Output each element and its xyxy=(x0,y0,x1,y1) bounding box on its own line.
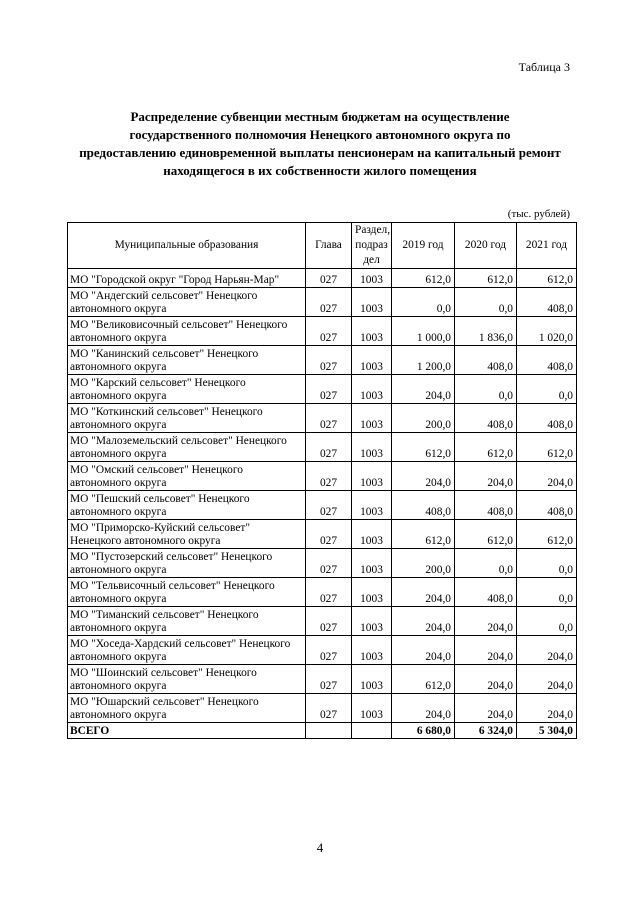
value-2021-cell: 612,0 xyxy=(517,433,577,462)
value-2019-cell: 0,0 xyxy=(392,288,455,317)
municipality-cell: МО "Карский сельсовет" Ненецкого автономного округа xyxy=(68,375,306,404)
section-cell: 1003 xyxy=(352,665,392,694)
header-2020: 2020 год xyxy=(455,223,517,269)
section-cell: 1003 xyxy=(352,404,392,433)
municipality-cell: МО "Коткинский сельсовет" Ненецкого автономного округа xyxy=(68,404,306,433)
subsidy-table xyxy=(67,222,577,739)
section-cell: 1003 xyxy=(352,269,392,288)
municipality-cell: МО "Омский сельсовет" Ненецкого автономного округа xyxy=(68,462,306,491)
value-2020-cell: 612,0 xyxy=(455,433,517,462)
total-2019-cell: 6 680,0 xyxy=(392,723,455,739)
value-2020-cell: 0,0 xyxy=(455,549,517,578)
table-row xyxy=(68,462,577,491)
value-2021-cell: 408,0 xyxy=(517,404,577,433)
municipality-cell: МО "Юшарский сельсовет" Ненецкого автономного округа xyxy=(68,694,306,723)
value-2021-cell: 204,0 xyxy=(517,694,577,723)
value-2019-cell: 612,0 xyxy=(392,269,455,288)
section-cell: 1003 xyxy=(352,549,392,578)
chapter-cell: 027 xyxy=(306,491,352,520)
chapter-cell: 027 xyxy=(306,694,352,723)
empty-cell xyxy=(352,723,392,739)
chapter-cell: 027 xyxy=(306,520,352,549)
value-2020-cell: 204,0 xyxy=(455,665,517,694)
table-row xyxy=(68,549,577,578)
header-municipality: Муниципальные образования xyxy=(68,223,306,269)
municipality-cell: МО "Канинский сельсовет" Ненецкого автономного округа xyxy=(68,346,306,375)
value-2019-cell: 200,0 xyxy=(392,549,455,578)
value-2020-cell: 408,0 xyxy=(455,346,517,375)
title-line: Распределение субвенции местным бюджетам на осуществление xyxy=(130,109,510,124)
header-chapter: Глава xyxy=(306,223,352,269)
table-row xyxy=(68,491,577,520)
chapter-cell: 027 xyxy=(306,665,352,694)
table-row xyxy=(68,317,577,346)
value-2020-cell: 612,0 xyxy=(455,269,517,288)
page-number: 4 xyxy=(316,840,324,855)
municipality-cell: МО "Тиманский сельсовет" Ненецкого автономного округа xyxy=(68,607,306,636)
chapter-cell: 027 xyxy=(306,607,352,636)
chapter-cell: 027 xyxy=(306,317,352,346)
municipality-cell: МО "Пешский сельсовет" Ненецкого автономного округа xyxy=(68,491,306,520)
header-2021: 2021 год xyxy=(517,223,577,269)
chapter-cell: 027 xyxy=(306,288,352,317)
chapter-cell: 027 xyxy=(306,578,352,607)
municipality-cell: МО "Тельвисочный сельсовет" Ненецкого автономного округа xyxy=(68,578,306,607)
municipality-cell: МО "Приморско-Куйский сельсовет" Ненецкого автономного округа xyxy=(68,520,306,549)
chapter-cell: 027 xyxy=(306,636,352,665)
title-line: находящегося в их собственности жилого помещения xyxy=(163,163,477,178)
table-row xyxy=(68,288,577,317)
value-2019-cell: 204,0 xyxy=(392,462,455,491)
title-line: государственного полномочия Ненецкого автономного округа по xyxy=(129,127,511,142)
table-row xyxy=(68,346,577,375)
section-cell: 1003 xyxy=(352,288,392,317)
municipality-cell: МО "Великовисочный сельсовет" Ненецкого автономного округа xyxy=(68,317,306,346)
chapter-cell: 027 xyxy=(306,462,352,491)
document-title xyxy=(60,108,580,180)
value-2019-cell: 1 000,0 xyxy=(392,317,455,346)
table-row xyxy=(68,607,577,636)
value-2019-cell: 612,0 xyxy=(392,665,455,694)
value-2021-cell: 408,0 xyxy=(517,288,577,317)
total-2021-cell: 5 304,0 xyxy=(517,723,577,739)
value-2020-cell: 204,0 xyxy=(455,607,517,636)
table-row xyxy=(68,636,577,665)
section-cell: 1003 xyxy=(352,317,392,346)
value-2021-cell: 408,0 xyxy=(517,491,577,520)
value-2020-cell: 612,0 xyxy=(455,520,517,549)
section-cell: 1003 xyxy=(352,607,392,636)
value-2019-cell: 408,0 xyxy=(392,491,455,520)
total-2020-cell: 6 324,0 xyxy=(455,723,517,739)
table-row xyxy=(68,694,577,723)
section-cell: 1003 xyxy=(352,491,392,520)
section-cell: 1003 xyxy=(352,520,392,549)
value-2021-cell: 0,0 xyxy=(517,607,577,636)
table-row xyxy=(68,665,577,694)
value-2020-cell: 204,0 xyxy=(455,694,517,723)
value-2020-cell: 0,0 xyxy=(455,288,517,317)
value-2021-cell: 0,0 xyxy=(517,549,577,578)
section-cell: 1003 xyxy=(352,578,392,607)
value-2020-cell: 408,0 xyxy=(455,491,517,520)
value-2021-cell: 0,0 xyxy=(517,375,577,404)
table-row xyxy=(68,520,577,549)
table-header-row xyxy=(68,223,577,269)
section-cell: 1003 xyxy=(352,433,392,462)
municipality-cell: МО "Андегский сельсовет" Ненецкого автономного округа xyxy=(68,288,306,317)
value-2020-cell: 408,0 xyxy=(455,578,517,607)
total-label-cell: ВСЕГО xyxy=(68,723,306,739)
unit-note: (тыс. рублей) xyxy=(507,208,570,220)
chapter-cell: 027 xyxy=(306,404,352,433)
title-line: предоставлению единовременной выплаты пенсионерам на капитальный ремонт xyxy=(79,145,561,160)
value-2019-cell: 204,0 xyxy=(392,375,455,404)
section-cell: 1003 xyxy=(352,346,392,375)
municipality-cell: МО "Хоседа-Хардский сельсовет" Ненецкого автономного округа xyxy=(68,636,306,665)
table-row xyxy=(68,433,577,462)
value-2021-cell: 1 020,0 xyxy=(517,317,577,346)
value-2021-cell: 408,0 xyxy=(517,346,577,375)
value-2020-cell: 1 836,0 xyxy=(455,317,517,346)
chapter-cell: 027 xyxy=(306,269,352,288)
chapter-cell: 027 xyxy=(306,549,352,578)
header-section: Раздел, подраз дел xyxy=(352,223,392,269)
section-cell: 1003 xyxy=(352,694,392,723)
table-row xyxy=(68,404,577,433)
value-2021-cell: 204,0 xyxy=(517,636,577,665)
municipality-cell: МО "Шоинский сельсовет" Ненецкого автономного округа xyxy=(68,665,306,694)
table-body xyxy=(68,269,577,739)
value-2019-cell: 204,0 xyxy=(392,694,455,723)
value-2020-cell: 204,0 xyxy=(455,636,517,665)
value-2021-cell: 612,0 xyxy=(517,269,577,288)
total-row xyxy=(68,723,577,739)
value-2020-cell: 408,0 xyxy=(455,404,517,433)
value-2021-cell: 612,0 xyxy=(517,520,577,549)
municipality-cell: МО "Городской округ "Город Нарьян-Мар" xyxy=(68,269,306,288)
municipality-cell: МО "Пустозерский сельсовет" Ненецкого автономного округа xyxy=(68,549,306,578)
empty-cell xyxy=(306,723,352,739)
header-2019: 2019 год xyxy=(392,223,455,269)
value-2019-cell: 204,0 xyxy=(392,607,455,636)
chapter-cell: 027 xyxy=(306,346,352,375)
value-2020-cell: 0,0 xyxy=(455,375,517,404)
value-2019-cell: 612,0 xyxy=(392,520,455,549)
value-2021-cell: 0,0 xyxy=(517,578,577,607)
section-cell: 1003 xyxy=(352,375,392,404)
value-2019-cell: 204,0 xyxy=(392,636,455,665)
table-row xyxy=(68,578,577,607)
value-2019-cell: 204,0 xyxy=(392,578,455,607)
value-2021-cell: 204,0 xyxy=(517,665,577,694)
table-label: Таблица 3 xyxy=(518,60,570,74)
value-2020-cell: 204,0 xyxy=(455,462,517,491)
value-2021-cell: 204,0 xyxy=(517,462,577,491)
value-2019-cell: 200,0 xyxy=(392,404,455,433)
section-cell: 1003 xyxy=(352,462,392,491)
value-2019-cell: 1 200,0 xyxy=(392,346,455,375)
table-row xyxy=(68,269,577,288)
table-row xyxy=(68,375,577,404)
section-cell: 1003 xyxy=(352,636,392,665)
value-2019-cell: 612,0 xyxy=(392,433,455,462)
chapter-cell: 027 xyxy=(306,433,352,462)
municipality-cell: МО "Малоземельский сельсовет" Ненецкого автономного округа xyxy=(68,433,306,462)
chapter-cell: 027 xyxy=(306,375,352,404)
